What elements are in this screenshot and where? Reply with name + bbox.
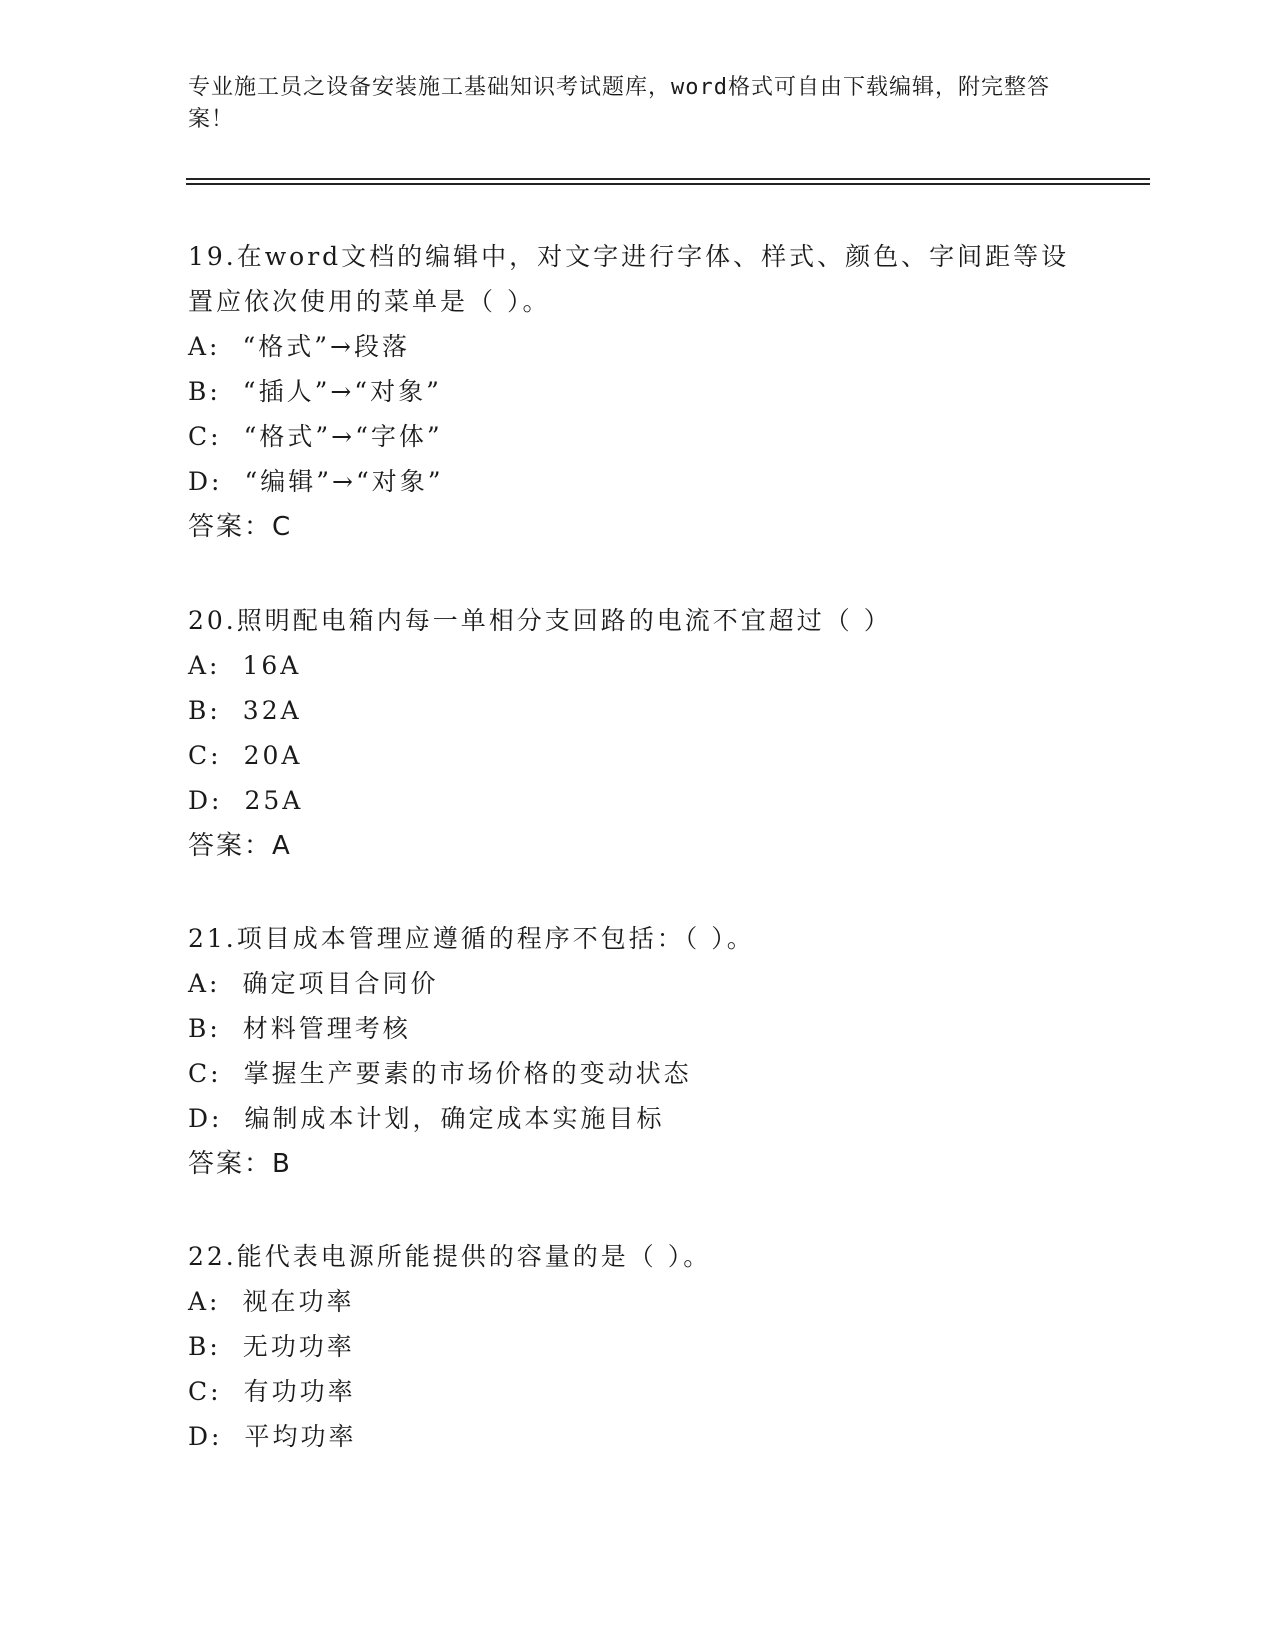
option-a <box>188 324 1088 369</box>
option-letter: D: <box>188 786 223 815</box>
header-divider-bottom <box>186 183 1150 185</box>
option-text: 32A <box>242 696 302 725</box>
option-b <box>188 688 1088 733</box>
option-letter: B: <box>188 1332 221 1361</box>
option-letter: A: <box>188 1287 221 1316</box>
option-d <box>188 778 1088 823</box>
option-a <box>188 961 1088 1006</box>
option-text: 平均功率 <box>244 1422 357 1451</box>
question-20 <box>188 598 1088 869</box>
option-d <box>188 459 1088 504</box>
option-text: “插人”→“对象” <box>242 377 442 406</box>
option-letter: A: <box>188 651 221 680</box>
option-list <box>188 1279 1088 1459</box>
option-d <box>188 1414 1088 1459</box>
option-letter: C: <box>188 1059 222 1088</box>
option-text: 16A <box>242 651 302 680</box>
option-text: 20A <box>243 741 303 770</box>
question-19 <box>188 234 1088 550</box>
option-letter: D: <box>188 1104 223 1133</box>
question-title: 20.照明配电箱内每一单相分支回路的电流不宜超过（ ） <box>188 606 892 635</box>
option-text: 无功功率 <box>242 1332 355 1361</box>
option-a <box>188 643 1088 688</box>
option-list <box>188 643 1088 823</box>
question-21 <box>188 916 1088 1187</box>
option-c <box>188 1369 1088 1414</box>
option-letter: C: <box>188 741 222 770</box>
option-text: 确定项目合同价 <box>242 969 439 998</box>
option-text: 有功功率 <box>243 1377 356 1406</box>
header-divider-top <box>186 178 1150 180</box>
question-title: 19.在word文档的编辑中，对文字进行字体、样式、颜色、字间距等设置应依次使用的菜单是（ ）。 <box>188 242 1070 316</box>
option-a <box>188 1279 1088 1324</box>
option-text: “编辑”→“对象” <box>244 467 444 496</box>
option-letter: D: <box>188 467 223 496</box>
option-list <box>188 961 1088 1141</box>
option-letter: B: <box>188 696 221 725</box>
option-b <box>188 1324 1088 1369</box>
option-c <box>188 733 1088 778</box>
option-letter: A: <box>188 969 221 998</box>
option-d <box>188 1096 1088 1141</box>
answer-line: 答案：B <box>188 1149 292 1179</box>
option-list <box>188 324 1088 504</box>
answer-line: 答案：A <box>188 831 292 861</box>
option-b <box>188 369 1088 414</box>
option-text: 25A <box>244 786 304 815</box>
option-letter: B: <box>188 377 221 406</box>
document-header-text: 专业施工员之设备安装施工基础知识考试题库，word格式可自由下载编辑，附完整答案！ <box>188 75 1050 132</box>
option-text: “格式”→段落 <box>242 332 410 361</box>
option-letter: D: <box>188 1422 223 1451</box>
option-letter: A: <box>188 332 221 361</box>
option-letter: B: <box>188 1014 221 1043</box>
option-text: 材料管理考核 <box>242 1014 411 1043</box>
option-letter: C: <box>188 422 222 451</box>
option-text: 视在功率 <box>242 1287 355 1316</box>
question-title: 22.能代表电源所能提供的容量的是（ ）。 <box>188 1242 712 1271</box>
answer-line: 答案：C <box>188 512 293 542</box>
question-22 <box>188 1234 1088 1459</box>
option-text: 编制成本计划，确定成本实施目标 <box>244 1104 665 1133</box>
option-b <box>188 1006 1088 1051</box>
option-text: 掌握生产要素的市场价格的变动状态 <box>243 1059 692 1088</box>
question-title: 21.项目成本管理应遵循的程序不包括：（ ）。 <box>188 924 755 953</box>
option-letter: C: <box>188 1377 222 1406</box>
option-c <box>188 414 1088 459</box>
option-c <box>188 1051 1088 1096</box>
option-text: “格式”→“字体” <box>243 422 443 451</box>
